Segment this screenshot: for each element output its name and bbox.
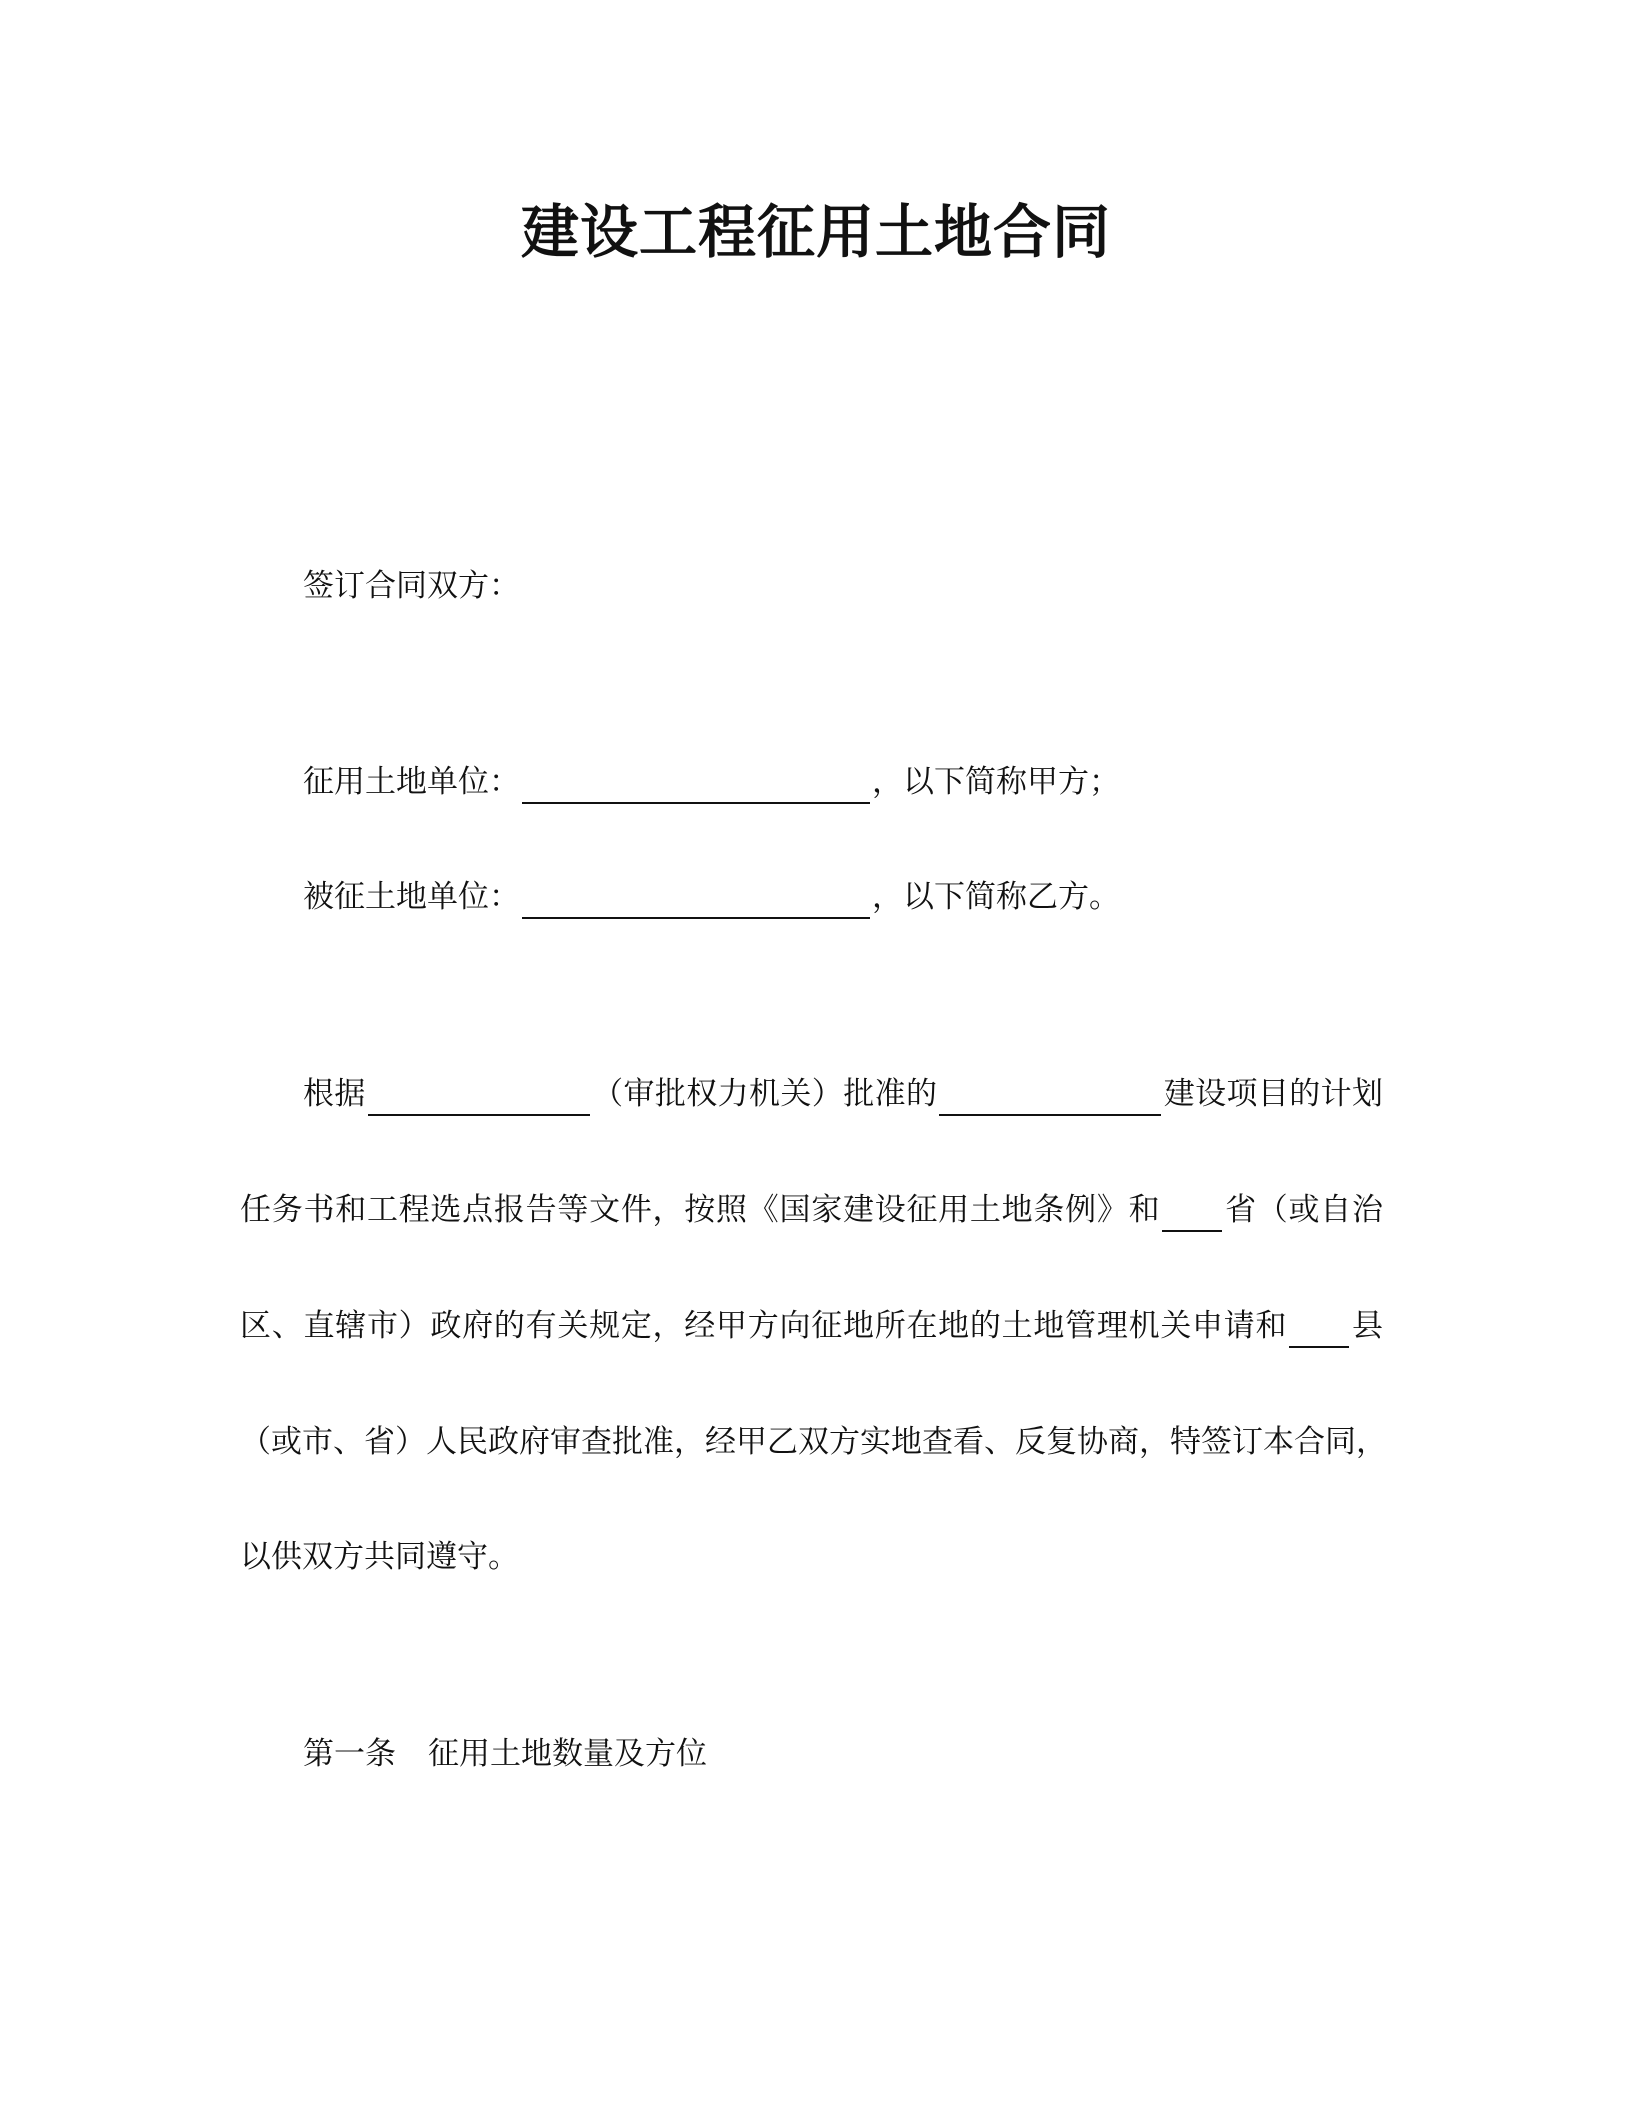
preamble-line-4: （或市、省）人民政府审查批准，经甲乙双方实地查看、反复协商，特签订本合同， bbox=[240, 1424, 1387, 1460]
preamble-text: 根据 bbox=[303, 1076, 366, 1112]
article-number: 第一条 bbox=[303, 1736, 396, 1772]
party-a-suffix: ，以下简称甲方； bbox=[872, 764, 1120, 800]
preamble-line-1 bbox=[303, 1072, 1383, 1116]
parties-heading: 签订合同双方： bbox=[303, 568, 520, 604]
preamble-text: （审批权力机关）批准的 bbox=[591, 1076, 938, 1112]
article-1-heading bbox=[303, 1732, 707, 1776]
preamble-text: 省（或自治 bbox=[1224, 1192, 1384, 1228]
preamble-text: 建设项目的计划 bbox=[1163, 1076, 1384, 1112]
preamble-text: 县 bbox=[1351, 1308, 1384, 1344]
preamble-line-2 bbox=[240, 1188, 1383, 1232]
approval-authority-blank[interactable] bbox=[368, 1074, 590, 1116]
province-blank[interactable] bbox=[1162, 1190, 1222, 1232]
preamble-text: 任务书和工程选点报告等文件，按照《国家建设征用土地条例》和 bbox=[240, 1192, 1161, 1228]
article-title: 征用土地数量及方位 bbox=[428, 1736, 707, 1772]
party-a-label: 征用土地单位： bbox=[303, 764, 520, 800]
party-a-blank[interactable] bbox=[522, 762, 870, 804]
party-a-line bbox=[303, 760, 1120, 804]
project-name-blank[interactable] bbox=[939, 1074, 1161, 1116]
party-b-suffix: ，以下简称乙方。 bbox=[872, 879, 1120, 915]
preamble-text: 区、直辖市）政府的有关规定，经甲方向征地所在地的土地管理机关申请和 bbox=[240, 1308, 1288, 1344]
county-blank[interactable] bbox=[1289, 1306, 1349, 1348]
document-title: 建设工程征用土地合同 bbox=[520, 198, 1111, 266]
party-b-blank[interactable] bbox=[522, 877, 870, 919]
preamble-line-5: 以供双方共同遵守。 bbox=[240, 1539, 519, 1575]
party-b-line bbox=[303, 875, 1120, 919]
party-b-label: 被征土地单位： bbox=[303, 879, 520, 915]
preamble-line-3 bbox=[240, 1304, 1383, 1348]
